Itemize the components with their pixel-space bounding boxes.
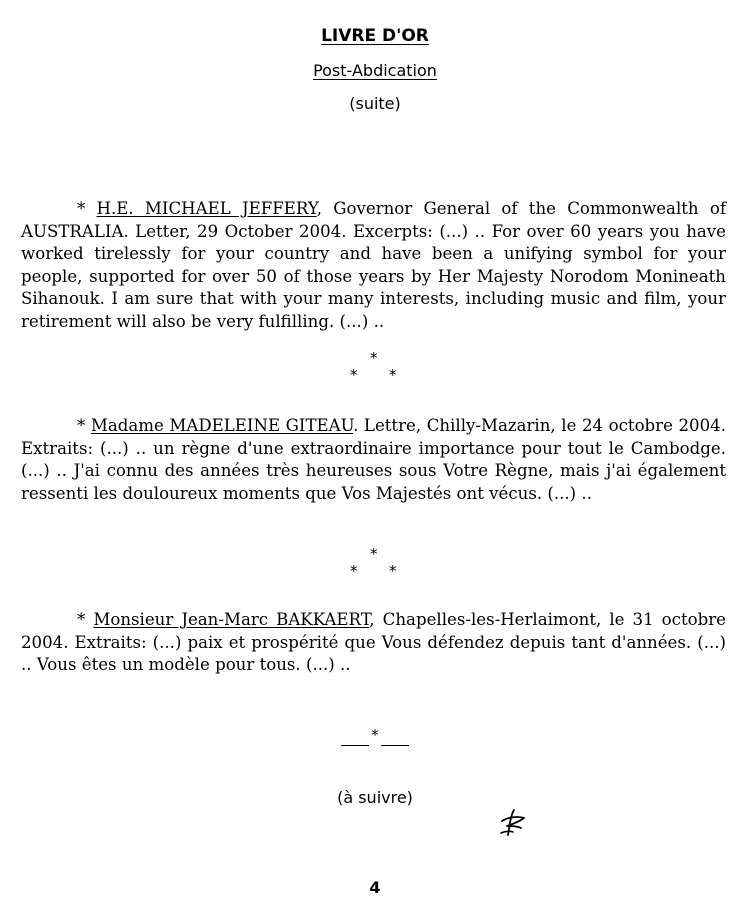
- entry-author: Monsieur Jean-Marc BAKKAERT: [93, 610, 370, 629]
- guestbook-entry: [21, 198, 726, 333]
- page-subtitle: Post-Abdication: [313, 61, 437, 80]
- section-end-divider: [0, 726, 750, 746]
- guestbook-entry: [21, 609, 726, 677]
- signature-mark: [498, 807, 528, 841]
- entry-author: Madame MADELEINE GITEAU: [90, 416, 354, 435]
- entry-text: . Lettre, Chilly-Mazarin, le 24 octobre 2004. Extraits: (...) .. un règne d'une extraordinaire importance pour tout le Cambodge. (...) .. J'ai connu des années très heureuses sous Votre Règne, mais j'ai également ressenti les douloureux moments que Vos Majestés ont vécus. (...) ..: [21, 416, 726, 503]
- entry-marker: *: [77, 416, 91, 435]
- guestbook-entry: [21, 415, 726, 505]
- divider-line: [381, 745, 409, 746]
- star-glyph: *: [370, 545, 378, 563]
- continued-label: (suite): [349, 94, 401, 113]
- entry-marker: *: [77, 610, 94, 629]
- star-glyph: *: [389, 562, 397, 580]
- star-glyph: *: [389, 366, 397, 384]
- asterism-divider: [340, 545, 410, 580]
- star-glyph: *: [350, 366, 358, 384]
- entry-author: H.E. MICHAEL JEFFERY: [96, 199, 317, 218]
- star-glyph: *: [370, 349, 378, 367]
- star-glyph: *: [350, 562, 358, 580]
- page-title: LIVRE D'OR: [321, 26, 429, 46]
- asterism-divider: [340, 349, 410, 384]
- divider-line: [341, 745, 369, 746]
- to-be-continued-label: (à suivre): [337, 788, 413, 807]
- page-number: 4: [369, 878, 381, 897]
- star-glyph: *: [371, 726, 379, 744]
- entry-text: , Governor General of the Commonwealth of AUSTRALIA. Letter, 29 October 2004. Excerpts: (...) .. For over 60 years you have worked tirelessly for your country and have been a unifying symbol for your people, supported for over 50 of those years by Her Majesty Norodom Monineath Sihanouk. I am sure that with your many interests, including music and film, your retirement will also be very fulfilling. (...) ..: [21, 199, 726, 331]
- entry-marker: *: [77, 199, 97, 218]
- entry-text: , Chapelles-les-Herlaimont, le 31 octobre 2004. Extraits: (...) paix et prospérité que Vous défendez depuis tant d'années. (...) .. Vous êtes un modèle pour tous. (...) ..: [21, 610, 726, 674]
